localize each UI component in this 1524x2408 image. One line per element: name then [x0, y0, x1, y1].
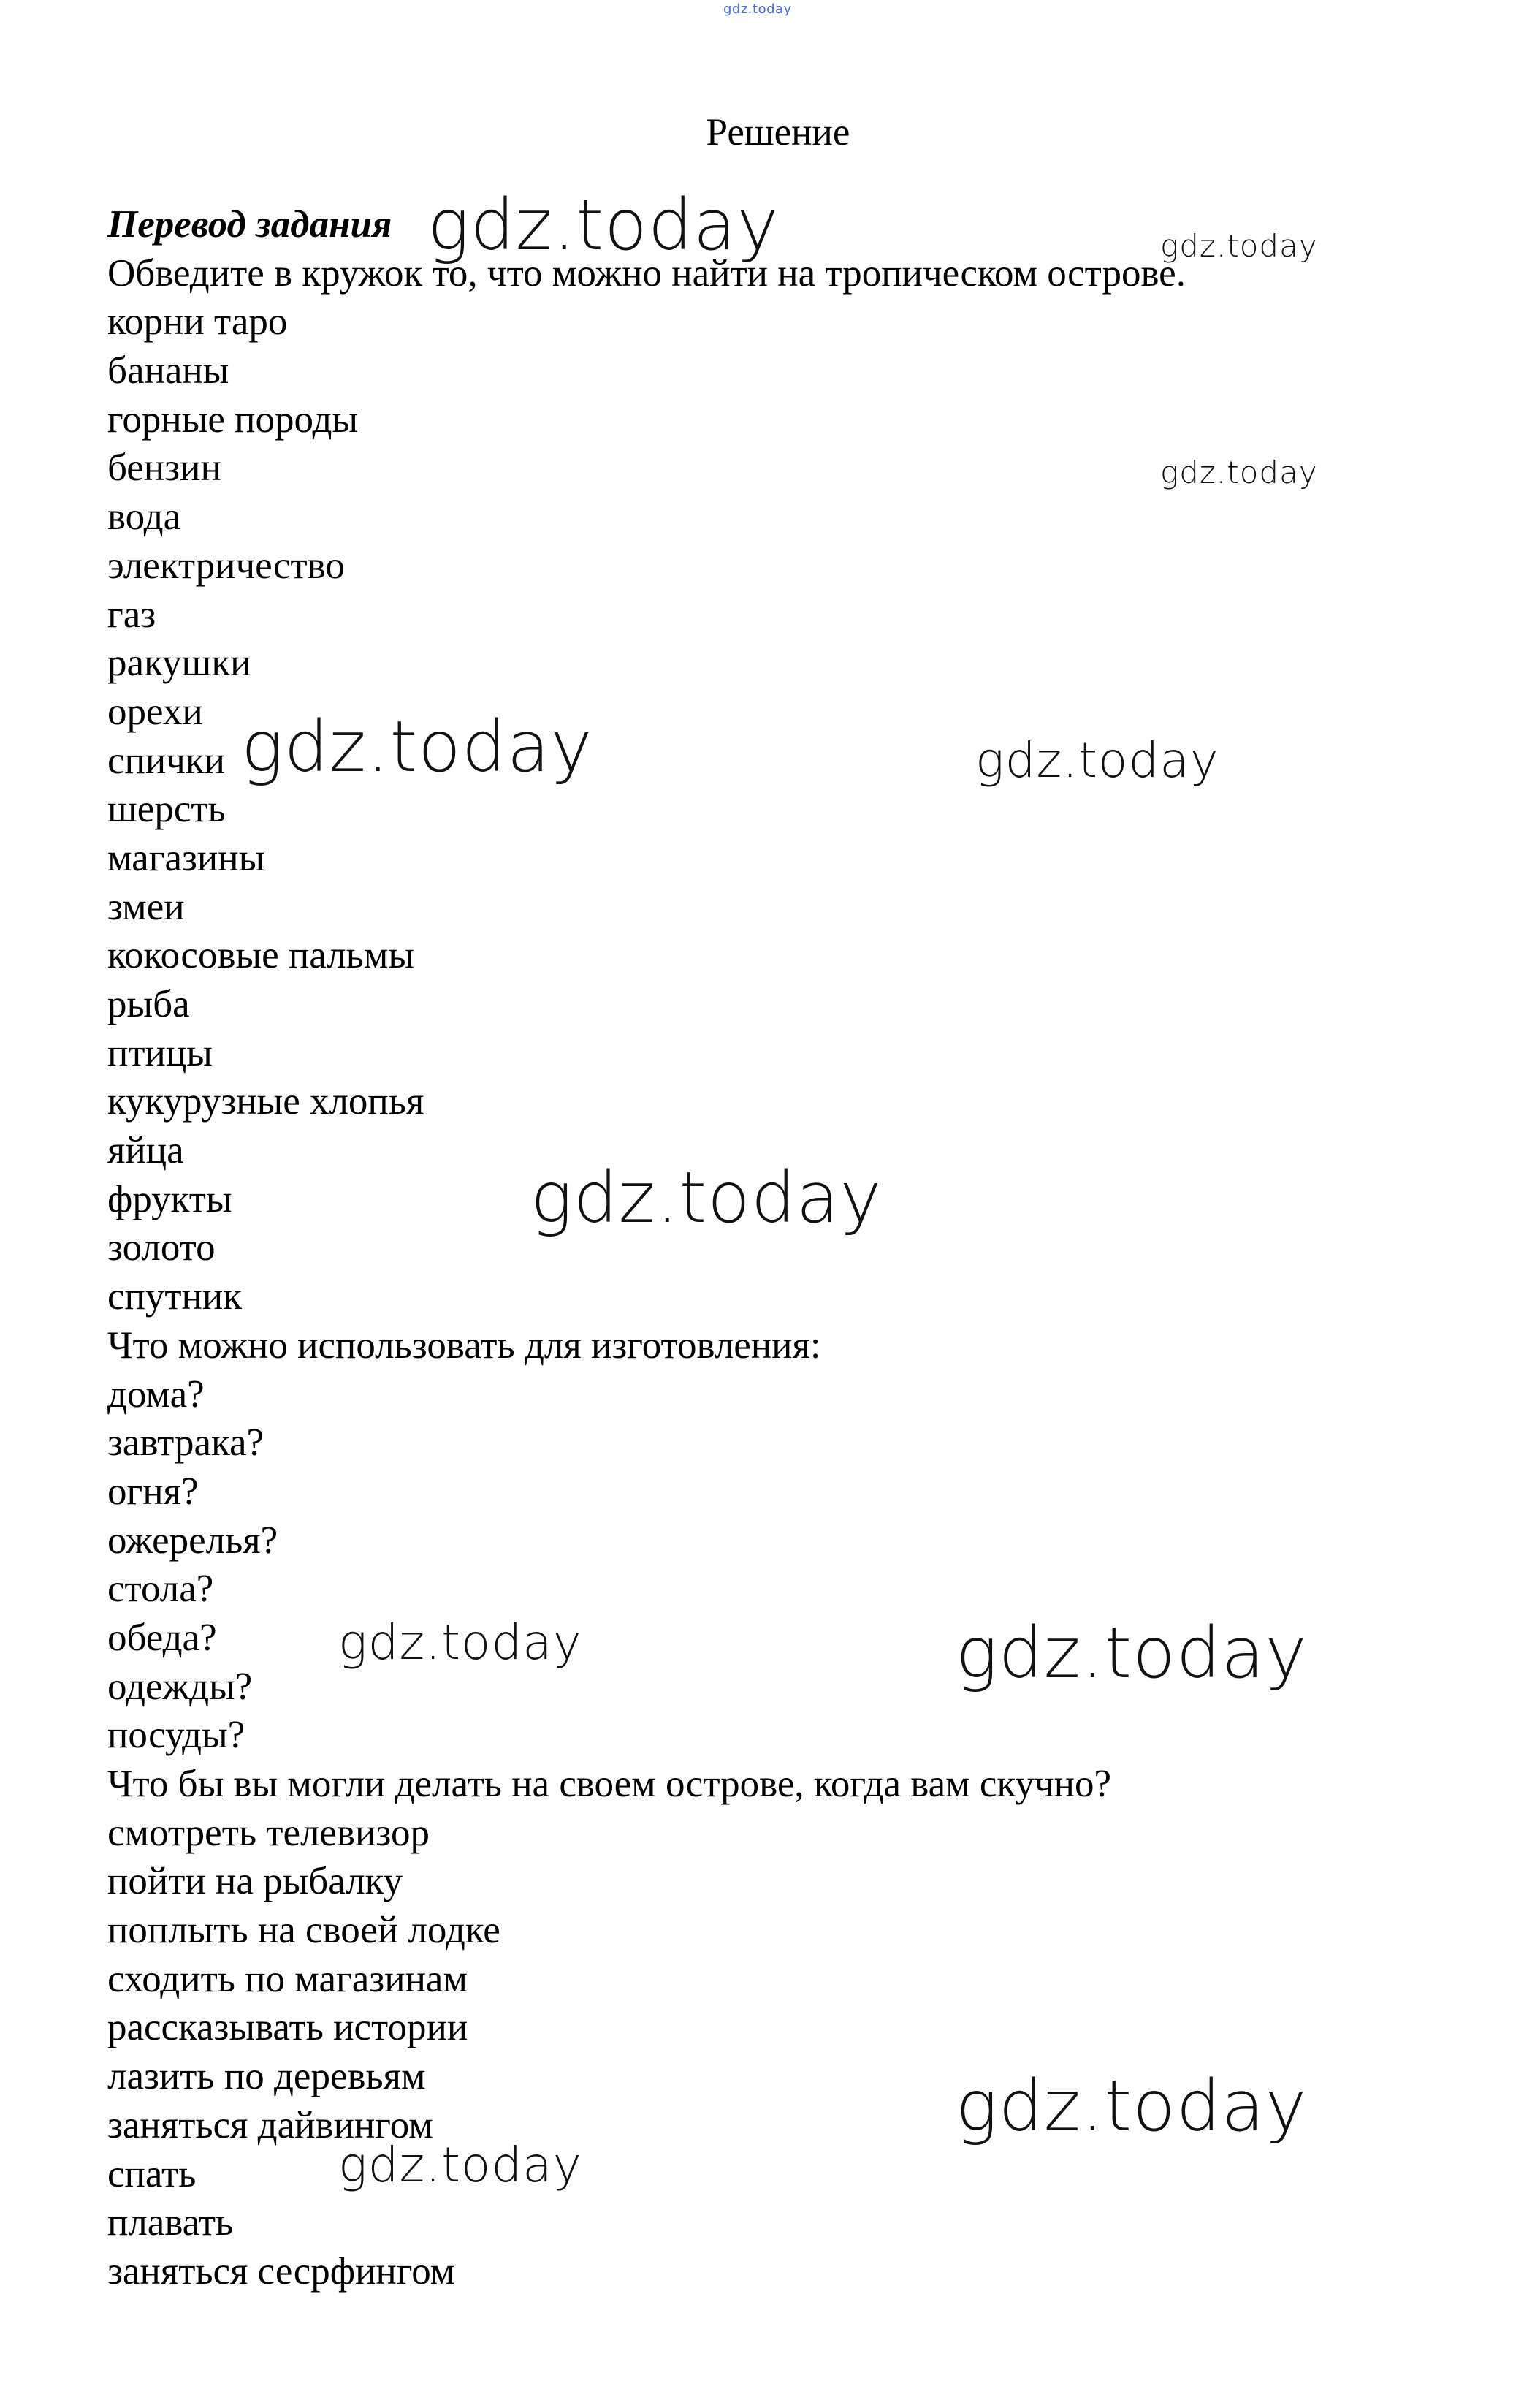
watermark: gdz.today: [427, 184, 780, 266]
watermark: gdz.today: [530, 1157, 883, 1239]
watermark: gdz.today: [956, 1612, 1308, 1694]
text-lines: [107, 249, 1186, 2296]
text-line: рыба: [107, 983, 190, 1025]
text-line: сходить по магазинам: [107, 1957, 468, 2000]
text-line: ожерелья?: [107, 1519, 278, 1562]
watermark: gdz.today: [956, 2065, 1308, 2147]
top-watermark: gdz.today: [723, 1, 792, 17]
watermark: gdz.today: [1160, 455, 1318, 490]
text-line: горные породы: [107, 398, 359, 441]
text-line: Обведите в кружок то, что можно найти на тропическом острове.: [107, 251, 1186, 295]
text-line: орехи: [107, 690, 203, 733]
text-line: спички: [107, 739, 226, 782]
text-line: газ: [107, 593, 156, 636]
text-line: смотреть телевизор: [107, 1811, 430, 1854]
text-line: заняться сесрфингом: [107, 2249, 455, 2293]
text-line: спутник: [107, 1275, 243, 1318]
text-line: бензин: [107, 447, 221, 490]
text-line: плавать: [107, 2201, 234, 2244]
watermark: gdz.today: [975, 732, 1219, 789]
text-line: птицы: [107, 1031, 213, 1074]
subtitle: Перевод задания: [107, 203, 392, 246]
text-line: кукурузные хлопья: [107, 1080, 424, 1123]
text-line: дома?: [107, 1372, 205, 1416]
text-line: заняться дайвингом: [107, 2103, 433, 2146]
text-line: стола?: [107, 1568, 214, 1611]
text-line: электричество: [107, 544, 345, 587]
watermark: gdz.today: [338, 2137, 582, 2193]
watermark: gdz.today: [1160, 228, 1318, 264]
text-line: Что бы вы могли делать на своем острове, когда вам скучно?: [107, 1763, 1111, 1805]
text-line: фрукты: [107, 1177, 232, 1220]
watermark: gdz.today: [338, 1614, 582, 1671]
text-line: яйца: [107, 1129, 184, 1172]
text-line: лазить по деревьям: [107, 2055, 426, 2098]
text-line: огня?: [107, 1470, 199, 1513]
text-line: ракушки: [107, 642, 251, 685]
text-line: шерсть: [107, 788, 226, 831]
text-line: магазины: [107, 836, 265, 879]
text-line: одежды?: [107, 1665, 253, 1708]
page-title: Решение: [706, 111, 850, 153]
text-line: бананы: [107, 349, 229, 392]
document-body: [107, 200, 1186, 2296]
text-line: спать: [107, 2152, 197, 2195]
text-line: золото: [107, 1226, 216, 1269]
text-line: Что можно использовать для изготовления:: [107, 1323, 821, 1367]
text-line: кокосовые пальмы: [107, 934, 414, 977]
text-line: рассказывать истории: [107, 2006, 468, 2049]
text-line: поплыть на своей лодке: [107, 1909, 500, 1952]
text-line: обеда?: [107, 1616, 217, 1659]
text-line: посуды?: [107, 1714, 245, 1757]
text-line: пойти на рыбалку: [107, 1860, 403, 1903]
text-line: вода: [107, 495, 181, 539]
text-line: змеи: [107, 885, 185, 928]
text-line: завтрака?: [107, 1421, 264, 1465]
watermark: gdz.today: [241, 706, 593, 788]
text-line: корни таро: [107, 300, 288, 343]
